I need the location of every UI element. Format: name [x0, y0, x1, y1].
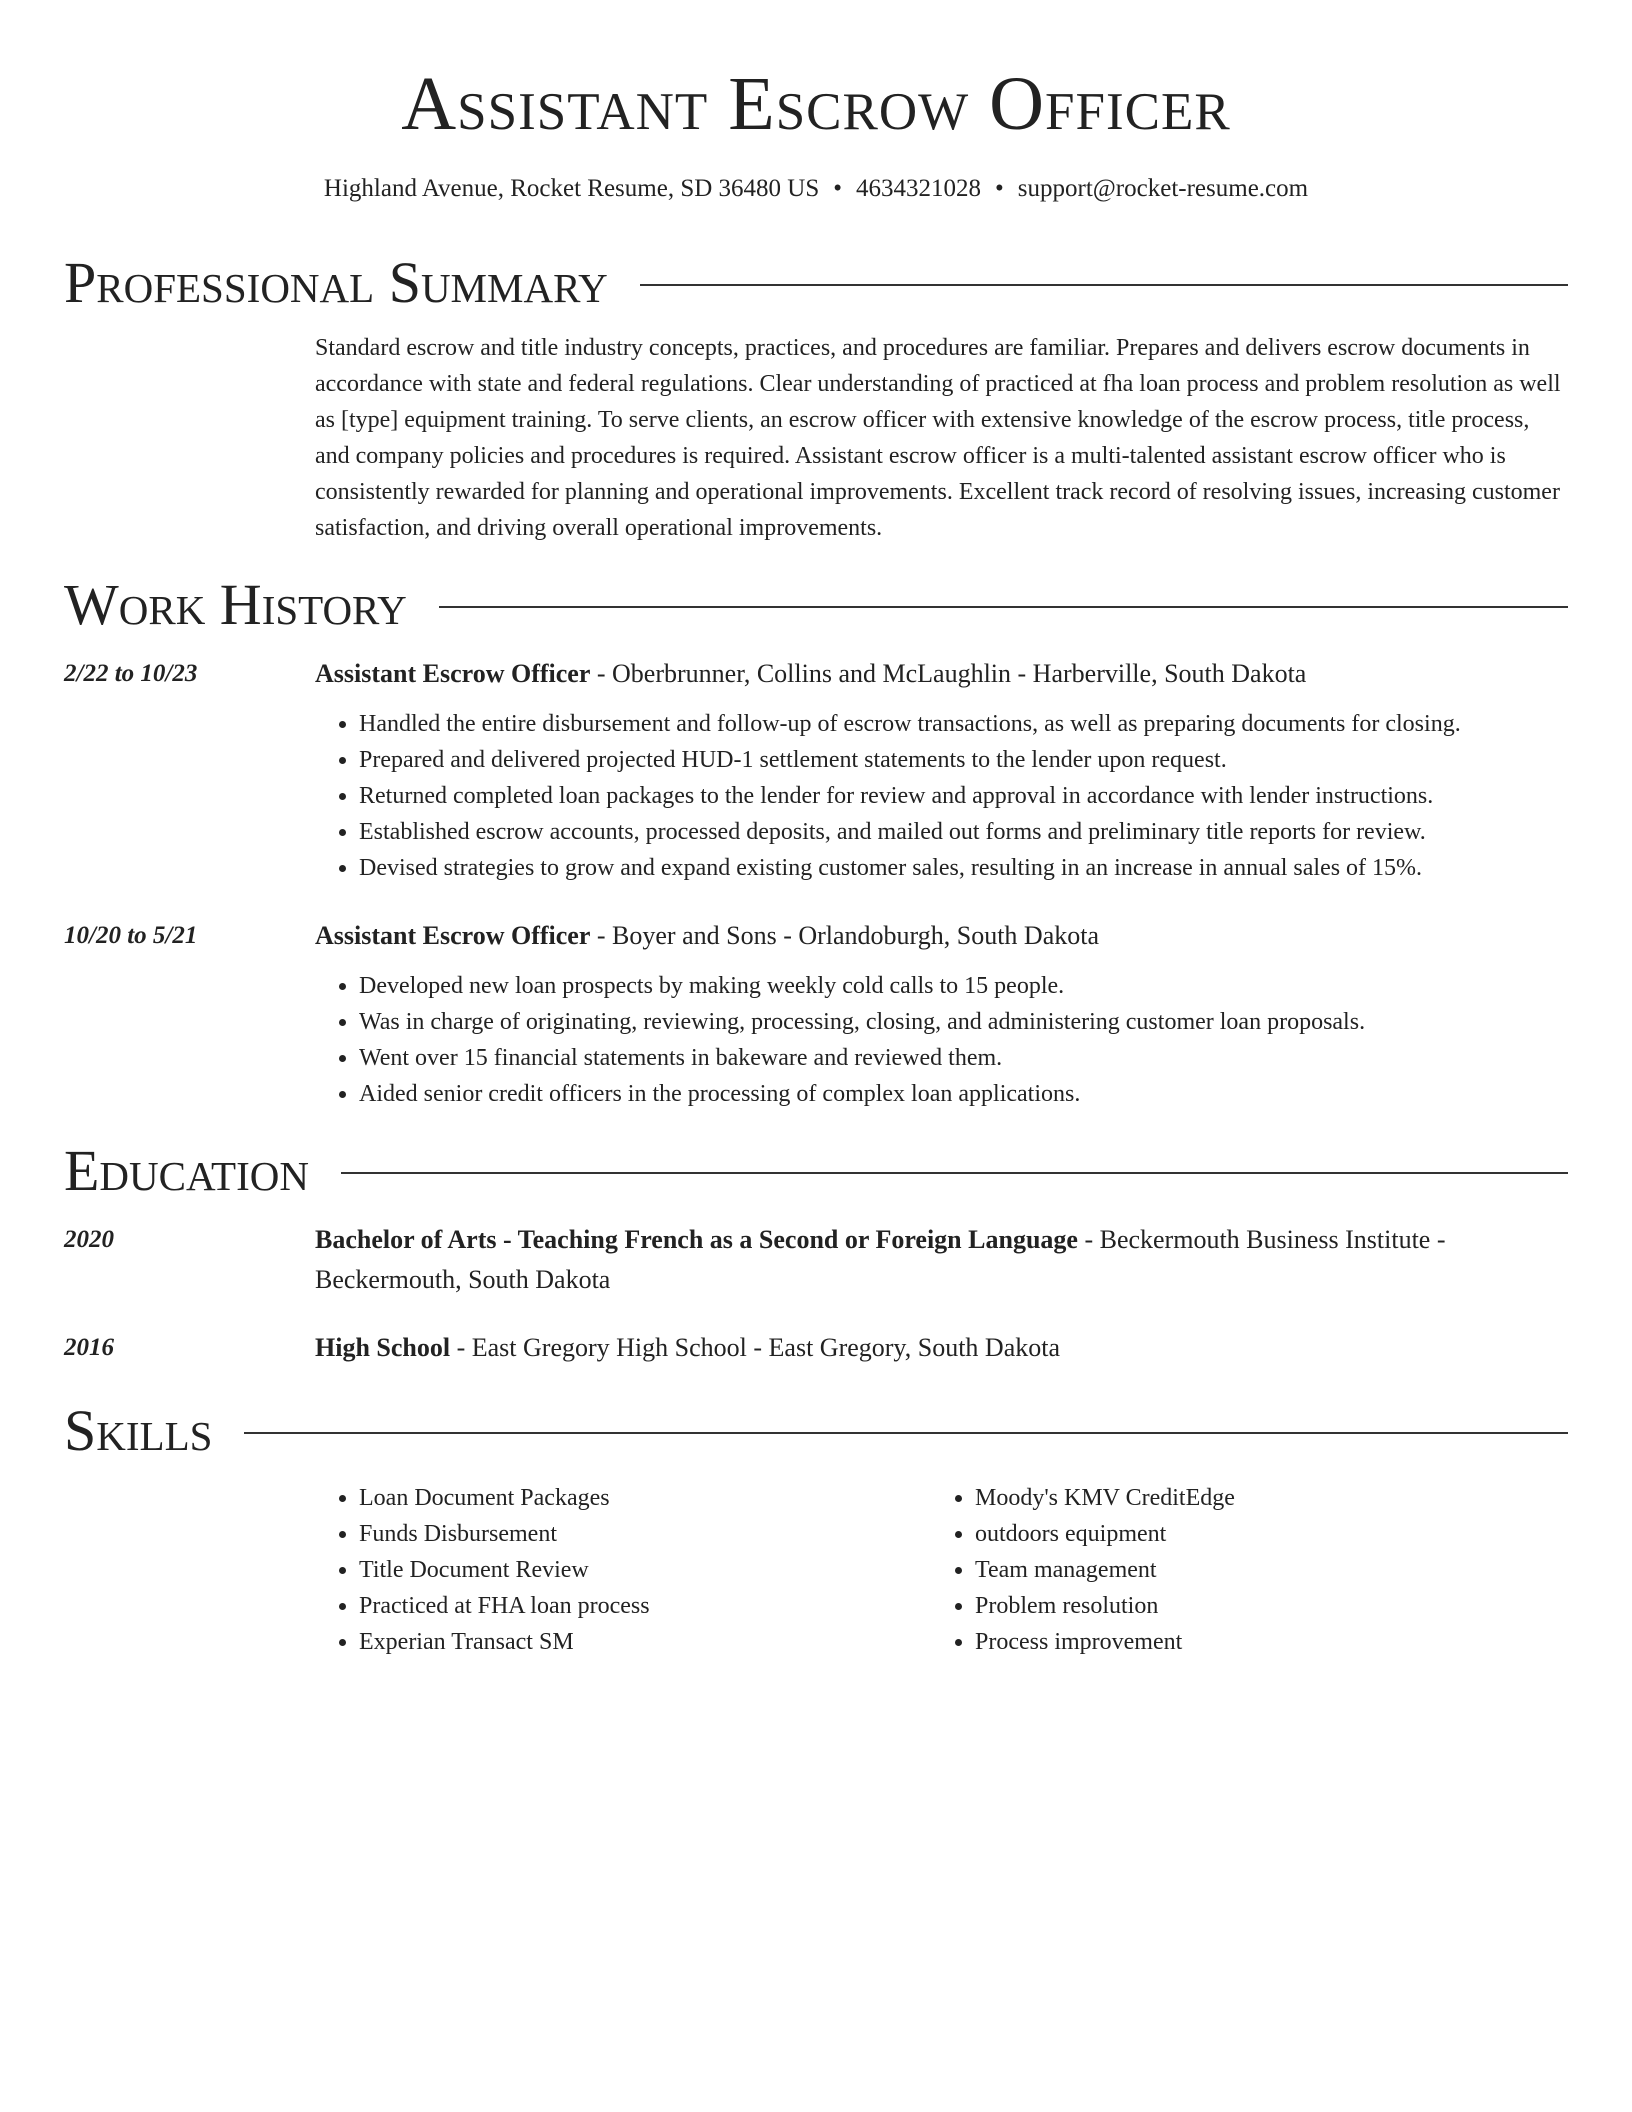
list-item: • Handled the entire disbursement and follow-up of escrow transactions, as well as preparing documents for closing. — [359, 706, 1568, 742]
summary-section-header — [64, 248, 1568, 318]
contact-separator: • — [833, 175, 843, 202]
skills-section-header — [64, 1396, 1568, 1466]
work-entry — [64, 654, 1568, 886]
skill-item: • Team management — [975, 1552, 1547, 1588]
skill-item: • Loan Document Packages — [359, 1480, 931, 1516]
contact-email: support@rocket-resume.com — [1017, 175, 1309, 202]
skills-list-right — [931, 1480, 1547, 1660]
contact-address: Highland Avenue, Rocket Resume, SD 36480 US — [323, 175, 820, 202]
education-entry-degree: Bachelor of Arts - Teaching French as a Second or Foreign Language — [315, 1225, 1078, 1254]
section-divider — [640, 284, 1568, 286]
education-entry-body — [315, 1220, 1568, 1300]
resume-name: Assistant Escrow Officer — [401, 62, 1231, 146]
work-entry-date: 10/20 to 5/21 — [64, 922, 198, 949]
contact-phone: 4634321028 — [856, 175, 982, 202]
list-item: • Aided senior credit officers in the processing of complex loan applications. — [359, 1076, 1568, 1112]
section-divider — [439, 606, 1568, 608]
education-section-header — [64, 1136, 1568, 1206]
list-item: • Was in charge of originating, reviewing, processing, closing, and administering customer loan proposals. — [359, 1004, 1568, 1040]
skill-item: • Moody's KMV CreditEdge — [975, 1480, 1547, 1516]
skills-section-title: Skills — [64, 1398, 213, 1463]
list-item: • Established escrow accounts, processed deposits, and mailed out forms and preliminary title reports for review. — [359, 814, 1568, 850]
education-entry-details: - Beckermouth Business Institute - Beckermouth, South Dakota — [315, 1225, 1446, 1294]
section-divider — [244, 1432, 1568, 1434]
skill-item: • Problem resolution — [975, 1588, 1547, 1624]
contact-line — [64, 172, 1568, 206]
work-entry-position: Assistant Escrow Officer — [315, 921, 591, 950]
contact-separator: • — [995, 175, 1004, 202]
work-entry-date: 2/22 to 10/23 — [64, 660, 198, 687]
skill-item: • Funds Disbursement — [359, 1516, 931, 1552]
work-section-title: Work History — [64, 572, 407, 637]
skills-columns — [315, 1480, 1568, 1660]
work-entry-body — [315, 916, 1568, 1112]
skill-item: • Title Document Review — [359, 1552, 931, 1588]
list-item: • Went over 15 financial statements in bakeware and reviewed them. — [359, 1040, 1568, 1076]
summary-section-title: Professional Summary — [64, 250, 608, 315]
education-section-title: Education — [64, 1138, 309, 1203]
education-entry-body — [315, 1328, 1568, 1368]
work-entry-heading — [315, 916, 1568, 956]
summary-text: Standard escrow and title industry concepts, practices, and procedures are familiar. Prepares and delivers escrow documents in accordance with state and federal regulations. Clear understanding of practiced at fha loan process and problem resolution as well as [type] equipment training. To serve clients, an escrow officer with extensive knowledge of the escrow process, title process, and company policies and procedures is required. Assistant escrow officer is a multi-talented assistant escrow officer who is consistently rewarded for planning and operational improvements. Excellent track record of resolving issues, increasing customer satisfaction, and driving overall operational improvements. — [315, 335, 1561, 541]
skill-item: • outdoors equipment — [975, 1516, 1547, 1552]
education-entry-details: - East Gregory High School - East Gregory, South Dakota — [450, 1333, 1061, 1362]
skill-item: • Practiced at FHA loan process — [359, 1588, 931, 1624]
work-entry-bullets — [315, 968, 1568, 1112]
education-entry — [64, 1220, 1568, 1300]
list-item: • Returned completed loan packages to the lender for review and approval in accordance with lender instructions. — [359, 778, 1568, 814]
list-item: • Prepared and delivered projected HUD-1 settlement statements to the lender upon request. — [359, 742, 1568, 778]
work-entry-position: Assistant Escrow Officer — [315, 659, 591, 688]
skill-item: • Process improvement — [975, 1624, 1547, 1660]
section-divider — [341, 1172, 1568, 1174]
education-entry — [64, 1328, 1568, 1368]
list-item: • Developed new loan prospects by making weekly cold calls to 15 people. — [359, 968, 1568, 1004]
education-entry-date: 2016 — [64, 1334, 114, 1361]
skills-list-left — [315, 1480, 931, 1660]
work-entry-bullets — [315, 706, 1568, 886]
work-entry-details: - Boyer and Sons - Orlandoburgh, South Dakota — [590, 921, 1099, 950]
work-entry-details: - Oberbrunner, Collins and McLaughlin - Harberville, South Dakota — [590, 659, 1307, 688]
skill-item: • Experian Transact SM — [359, 1624, 931, 1660]
education-entry-date: 2020 — [64, 1226, 114, 1253]
education-entry-degree: High School — [315, 1333, 451, 1362]
list-item: • Devised strategies to grow and expand existing customer sales, resulting in an increase in annual sales of 15%. — [359, 850, 1568, 886]
work-section-header — [64, 570, 1568, 640]
work-entry-heading — [315, 654, 1568, 694]
work-entry-body — [315, 654, 1568, 886]
work-entry — [64, 916, 1568, 1112]
